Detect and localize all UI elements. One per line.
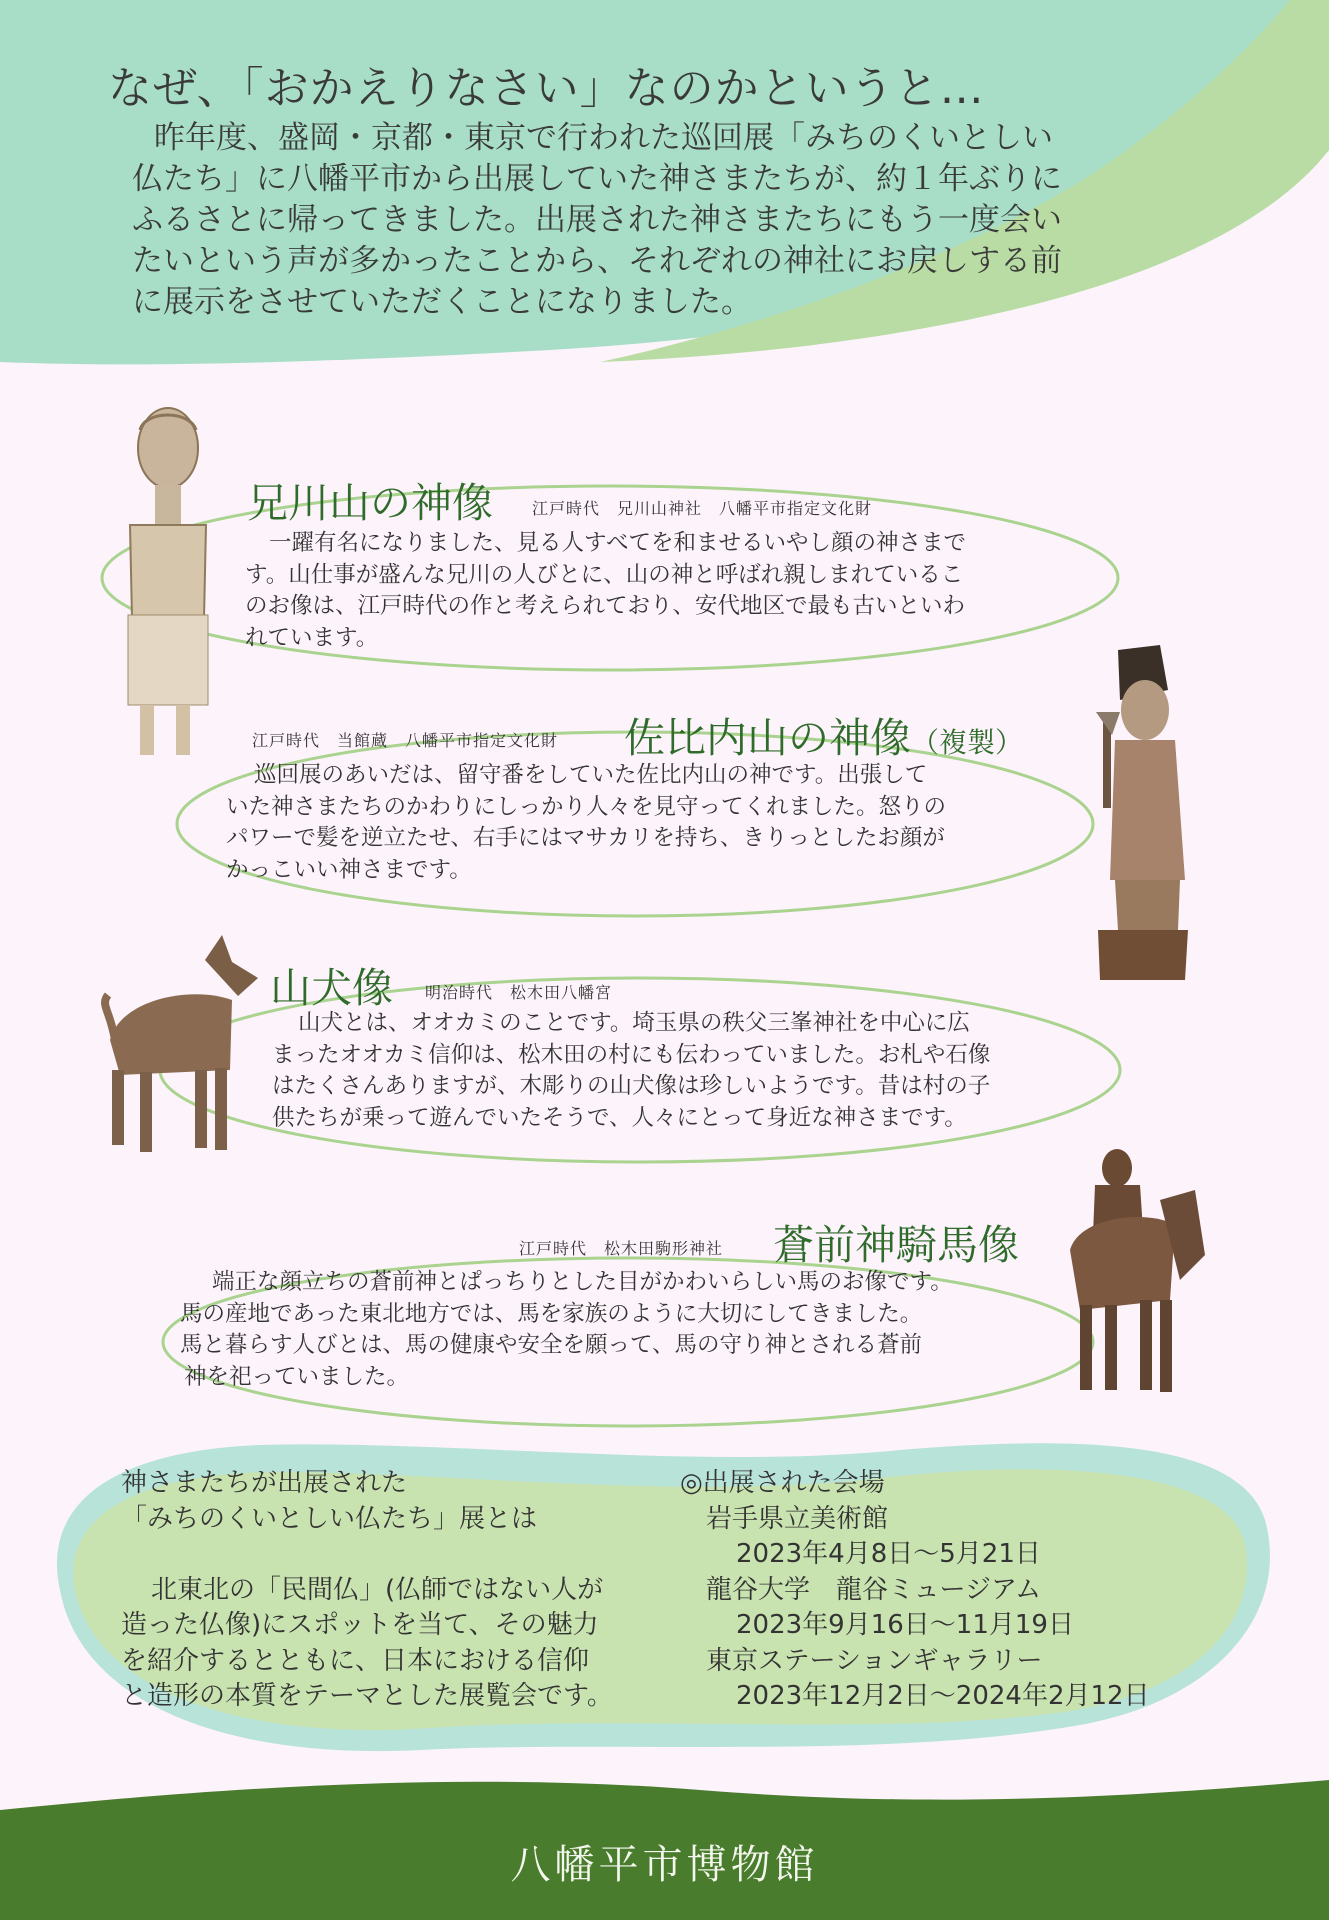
body-line: 山犬とは、オオカミのことです。埼玉県の秩父三峯神社を中心に広	[298, 1010, 970, 1036]
body-line: かっこいい神さまです。	[226, 856, 472, 883]
section-title-anikawa: 兄川山の神像	[247, 479, 493, 527]
venue-dates: 2023年4月8日～5月21日	[736, 1539, 1041, 1569]
body-line: のお像は、江戸時代の作と考えられており、安代地区で最も古いといわ	[245, 593, 966, 619]
body-line: 供たちが乗って遊んでいたそうで、人々にとって身近な神さまです。	[272, 1104, 967, 1131]
exhibition-line: 北東北の「民間仏」(仏師ではない人が	[151, 1574, 604, 1605]
section-title-sahinai: 佐比内山の神像	[624, 714, 911, 762]
exhibition-description	[121, 1466, 613, 1715]
body-line: 馬と暮らす人びとは、馬の健康や安全を願って、馬の守り神とされる蒼前	[180, 1332, 923, 1358]
venue-dates: 2023年12月2日～2024年2月12日	[736, 1681, 1150, 1711]
intro-line: ふるさとに帰ってきました。出展された神さまたちにもう一度会い	[132, 202, 1062, 238]
section-title-row-sahinai	[624, 705, 1023, 764]
exhibition-line: 造った仏像)にスポットを当て、その魅力	[121, 1610, 599, 1640]
venue-name: 東京ステーションギャラリー	[706, 1645, 1043, 1676]
section-meta-sahinai: 江戸時代 当館蔵 八幡平市指定文化財	[252, 731, 559, 750]
section-title-yamainu: 山犬像	[270, 964, 393, 1012]
section-meta-sozen: 江戸時代 松木田駒形神社	[519, 1239, 724, 1258]
body-line: 神を祀っていました。	[184, 1363, 410, 1390]
museum-name: 八幡平市博物館	[510, 1842, 819, 1888]
page-heading: なぜ、「おかえりなさい」なのかというと…	[108, 63, 985, 114]
body-line: まったオオカミ信仰は、松木田の村にも伝わっていました。お札や石像	[272, 1041, 991, 1068]
body-line: す。山仕事が盛んな兄川の人びとに、山の神と呼ばれ親しまれているこ	[245, 561, 964, 588]
section-subtitle-sahinai: （複製）	[911, 726, 1024, 759]
intro-text	[132, 118, 1192, 323]
section-title-sozen: 蒼前神騎馬像	[773, 1221, 1019, 1269]
exhibition-line: 「みちのくいとしい仏たち」展とは	[121, 1503, 538, 1534]
venues-heading: ◎出展された会場	[680, 1468, 885, 1498]
body-line: 一躍有名になりました、見る人すべてを和ませるいやし顔の神さまで	[269, 530, 967, 556]
body-line: 馬の産地であった東北地方では、馬を家族のように大切にしてきました。	[180, 1300, 923, 1327]
section-body-anikawa	[245, 528, 966, 654]
body-line: パワーで髪を逆立たせ、右手にはマサカリを持ち、きりっとしたお顔が	[226, 825, 945, 851]
exhibition-line	[121, 1537, 613, 1573]
body-line: 巡回展のあいだは、留守番をしていた佐比内山の神です。出張して	[254, 762, 928, 788]
section-body-sozen	[180, 1267, 953, 1393]
venue-name: 龍谷大学 龍谷ミュージアム	[706, 1574, 1042, 1605]
statue-sahinai-figure	[1096, 645, 1188, 980]
section-meta-anikawa: 江戸時代 兄川山神社 八幡平市指定文化財	[532, 499, 873, 518]
intro-line: 仏たち」に八幡平市から出展していた神さまたちが、約１年ぶりに	[132, 161, 1062, 197]
venue-dates: 2023年9月16日～11月19日	[736, 1610, 1074, 1640]
body-line: れています。	[245, 624, 379, 651]
statue-sozen-horse-rider	[1070, 1149, 1205, 1392]
section-body-sahinai	[226, 760, 946, 886]
exhibition-venues	[680, 1466, 1150, 1715]
body-line: いた神さまたちのかわりにしっかり人々を見守ってくれました。怒りの	[226, 793, 947, 820]
statue-ani-kawa-figure	[128, 408, 208, 755]
intro-line: に展示をさせていただくことになりました。	[132, 284, 752, 320]
intro-line: 昨年度、盛岡・京都・東京で行われた巡回展「みちのくいとしい	[154, 120, 1053, 156]
venue-name: 岩手県立美術館	[706, 1503, 889, 1534]
section-body-yamainu	[272, 1008, 990, 1134]
section-meta-yamainu: 明治時代 松木田八幡宮	[425, 983, 613, 1002]
exhibition-line: と造形の本質をテーマとした展覧会です。	[121, 1681, 613, 1711]
body-line: 端正な顔立ちの蒼前神とぱっちりとした目がかわいらしい馬のお像です。	[212, 1269, 953, 1295]
exhibition-line: を紹介するとともに、日本における信仰	[121, 1645, 590, 1676]
exhibition-line: 神さまたちが出展された	[121, 1468, 408, 1498]
intro-line: たいという声が多かったことから、それぞれの神社にお戻しする前	[132, 243, 1062, 279]
body-line: はたくさんありますが、木彫りの山犬像は珍しいようです。昔は村の子	[272, 1073, 991, 1099]
